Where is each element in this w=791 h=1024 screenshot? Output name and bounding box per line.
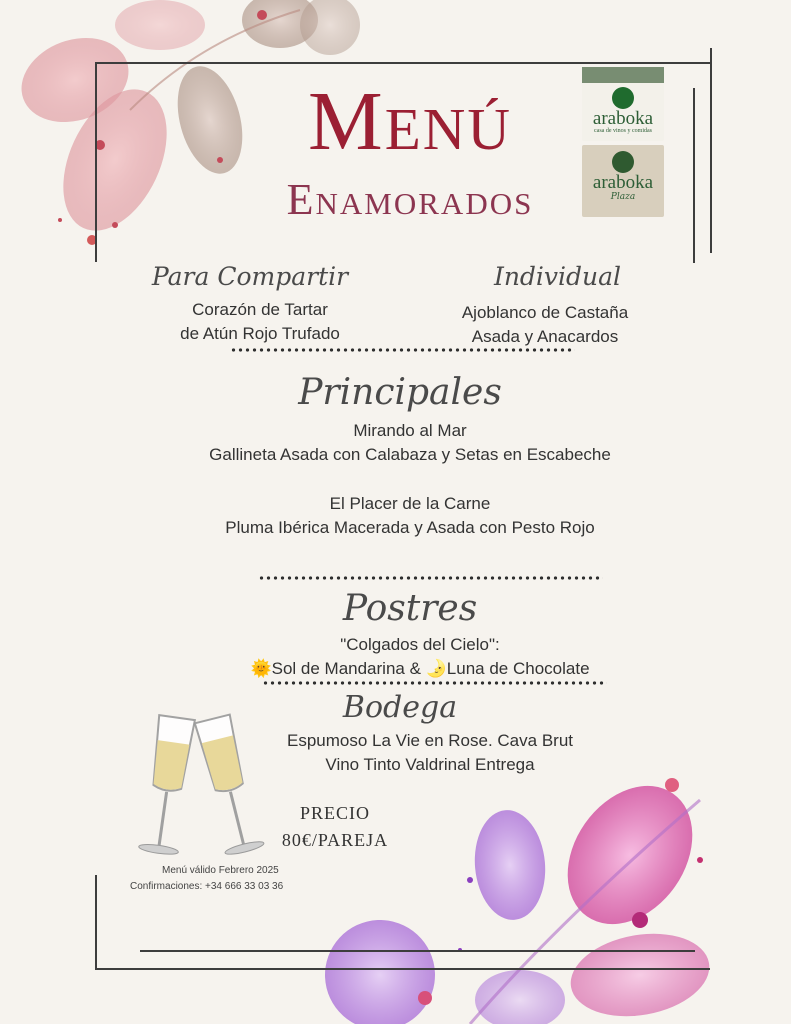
page-subtitle: Enamorados: [286, 175, 534, 224]
logo-name: araboka: [592, 172, 654, 193]
share-line-2: de Atún Rojo Trufado: [180, 324, 340, 343]
frame-top: [95, 62, 710, 64]
main-dish-name: El Placer de la Carne: [329, 494, 491, 513]
wine-line-1: Espumoso La Vie en Rose. Cava Brut: [286, 731, 573, 750]
share-line-1: Corazón de Tartar: [192, 300, 328, 319]
individual-line-2: Asada y Anacardos: [471, 327, 619, 346]
logo-tagline: casa de vinos y comidas: [594, 128, 652, 134]
section-heading-share: Para Compartir: [151, 262, 349, 291]
frame-bottom: [140, 950, 695, 952]
contact-info: Confirmaciones: +34 666 33 03 36: [130, 881, 284, 892]
section-heading-mains: Principales: [298, 372, 502, 413]
price-value: 80€/PAREJA: [281, 830, 389, 850]
main-dish-description: Gallineta Asada con Calabaza y Setas en Escabeche: [209, 445, 611, 464]
dotted-divider: [262, 681, 607, 685]
frame-right-mid: [693, 88, 695, 263]
menu-validity: Menú válido Febrero 2025: [162, 865, 279, 876]
logo-araboka-plaza: [582, 145, 664, 217]
dotted-divider: [258, 576, 603, 580]
dessert-dish: [180, 633, 660, 681]
main-dish-name: Mirando al Mar: [353, 421, 467, 440]
page-title: Menú: [308, 75, 512, 168]
section-heading-desserts: Postres: [342, 588, 478, 629]
section-heading-wine: Bodega: [342, 690, 458, 725]
wine-line-2: Vino Tinto Valdrinal Entrega: [325, 755, 535, 774]
dotted-divider: [230, 348, 575, 352]
dessert-line-2: 🌞Sol de Mandarina & 🌛Luna de Chocolate: [250, 659, 590, 678]
logo-araboka: [582, 67, 664, 141]
wine-list: [230, 729, 630, 777]
section-heading-individual: Individual: [493, 262, 622, 291]
dessert-line-1: "Colgados del Cielo":: [340, 635, 500, 654]
frame-bottom-outer: [95, 968, 710, 970]
frame-right-top: [710, 48, 712, 253]
tree-logo-icon: [612, 87, 634, 109]
price-label: PRECIO: [299, 803, 370, 823]
individual-line-1: Ajoblanco de Castaña: [461, 303, 629, 322]
logo-tagline: Plaza: [610, 192, 636, 202]
main-dish-description: Pluma Ibérica Macerada y Asada con Pesto Rojo: [225, 518, 595, 537]
logo-name: araboka: [592, 108, 654, 129]
share-dish: [130, 298, 390, 346]
main-dish-1: [130, 419, 690, 467]
frame-left-top: [95, 62, 97, 262]
tree-logo-icon: [612, 151, 634, 173]
individual-dish: [430, 301, 660, 349]
frame-left-bottom: [95, 875, 97, 970]
main-dish-2: [130, 492, 690, 540]
